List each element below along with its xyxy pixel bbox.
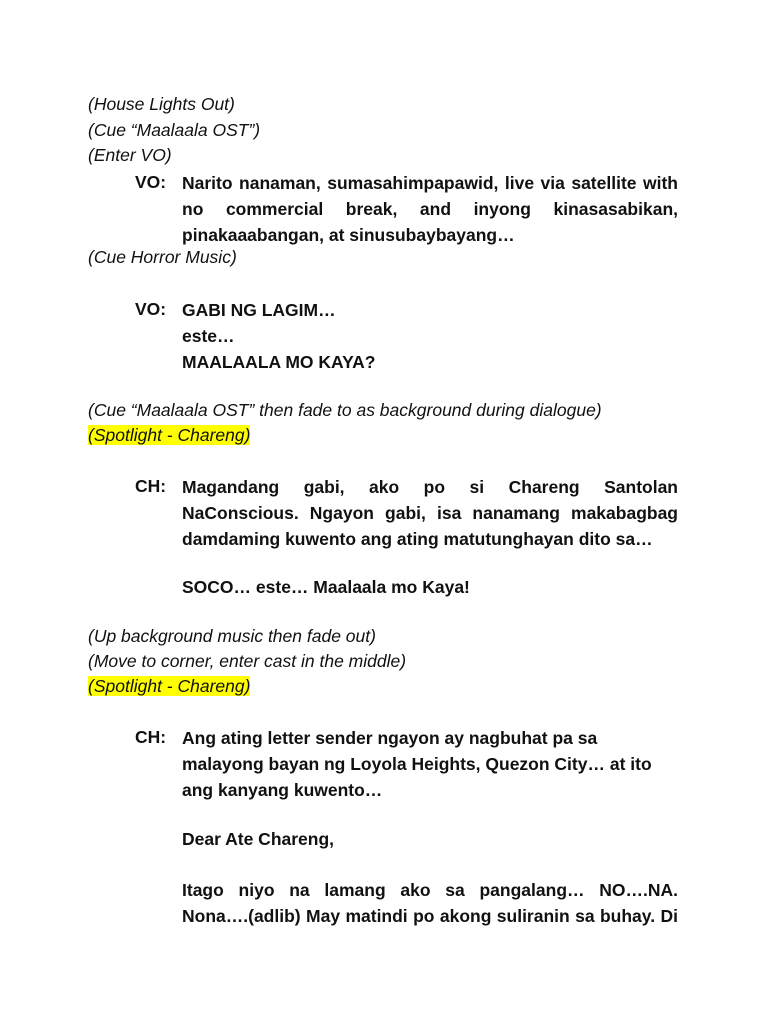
dialogue-ch-letter-intro: Ang ating letter sender ngayon ay nagbuhat pa sa malayong bayan ng Loyola Heights, Quezon City… at ito ang kanyang kuwento… — [182, 728, 652, 800]
stage-direction-spotlight-chareng — [88, 674, 250, 699]
stage-direction-cue-ost: (Cue “Maalaala OST”) — [88, 120, 261, 140]
dialogue-line: GABI NG LAGIM… — [182, 300, 336, 320]
dialogue-vo-intro: Narito nanaman, sumasahimpapawid, live via satellite with no commercial break, and inyong kinasasabikan, pinakaaabangan, at sinusubaybayang… — [182, 173, 678, 245]
speaker-ch: CH: — [135, 476, 167, 496]
highlighted-direction: (Spotlight - Chareng) — [88, 676, 251, 696]
stage-direction-ost-fade: (Cue “Maalaala OST” then fade to as background during dialogue) — [88, 400, 602, 420]
dialogue-ch-letter-body: Itago niyo na lamang ako sa pangalang… NO….NA. Nona….(adlib) May matindi po akong suliranin sa buhay. Di — [182, 880, 678, 926]
dialogue-line: este… — [182, 326, 235, 346]
speaker-vo: VO: — [135, 299, 167, 319]
speaker-ch: CH: — [135, 727, 167, 747]
stage-direction-spotlight-chareng — [88, 423, 250, 448]
dialogue-ch-greeting: Magandang gabi, ako po si Chareng Santolan NaConscious. Ngayon gabi, isa nanamang makabagbag damdaming kuwento ang ating matutunghayan dito sa… — [182, 477, 678, 549]
speaker-vo: VO: — [135, 172, 167, 192]
stage-direction-enter-vo: (Enter VO) — [88, 145, 172, 165]
highlighted-direction: (Spotlight - Chareng) — [88, 425, 251, 445]
dialogue-vo-title — [182, 297, 678, 375]
dialogue-line: MAALAALA MO KAYA? — [182, 352, 376, 372]
stage-direction-up-music: (Up background music then fade out) — [88, 626, 376, 646]
stage-direction-move-corner: (Move to corner, enter cast in the middle) — [88, 651, 407, 671]
stage-direction-house-lights: (House Lights Out) — [88, 94, 235, 114]
stage-direction-horror-music: (Cue Horror Music) — [88, 247, 237, 267]
dialogue-ch-letter-greeting: Dear Ate Chareng, — [182, 829, 335, 849]
dialogue-ch-show-title: SOCO… este… Maalaala mo Kaya! — [182, 577, 470, 597]
